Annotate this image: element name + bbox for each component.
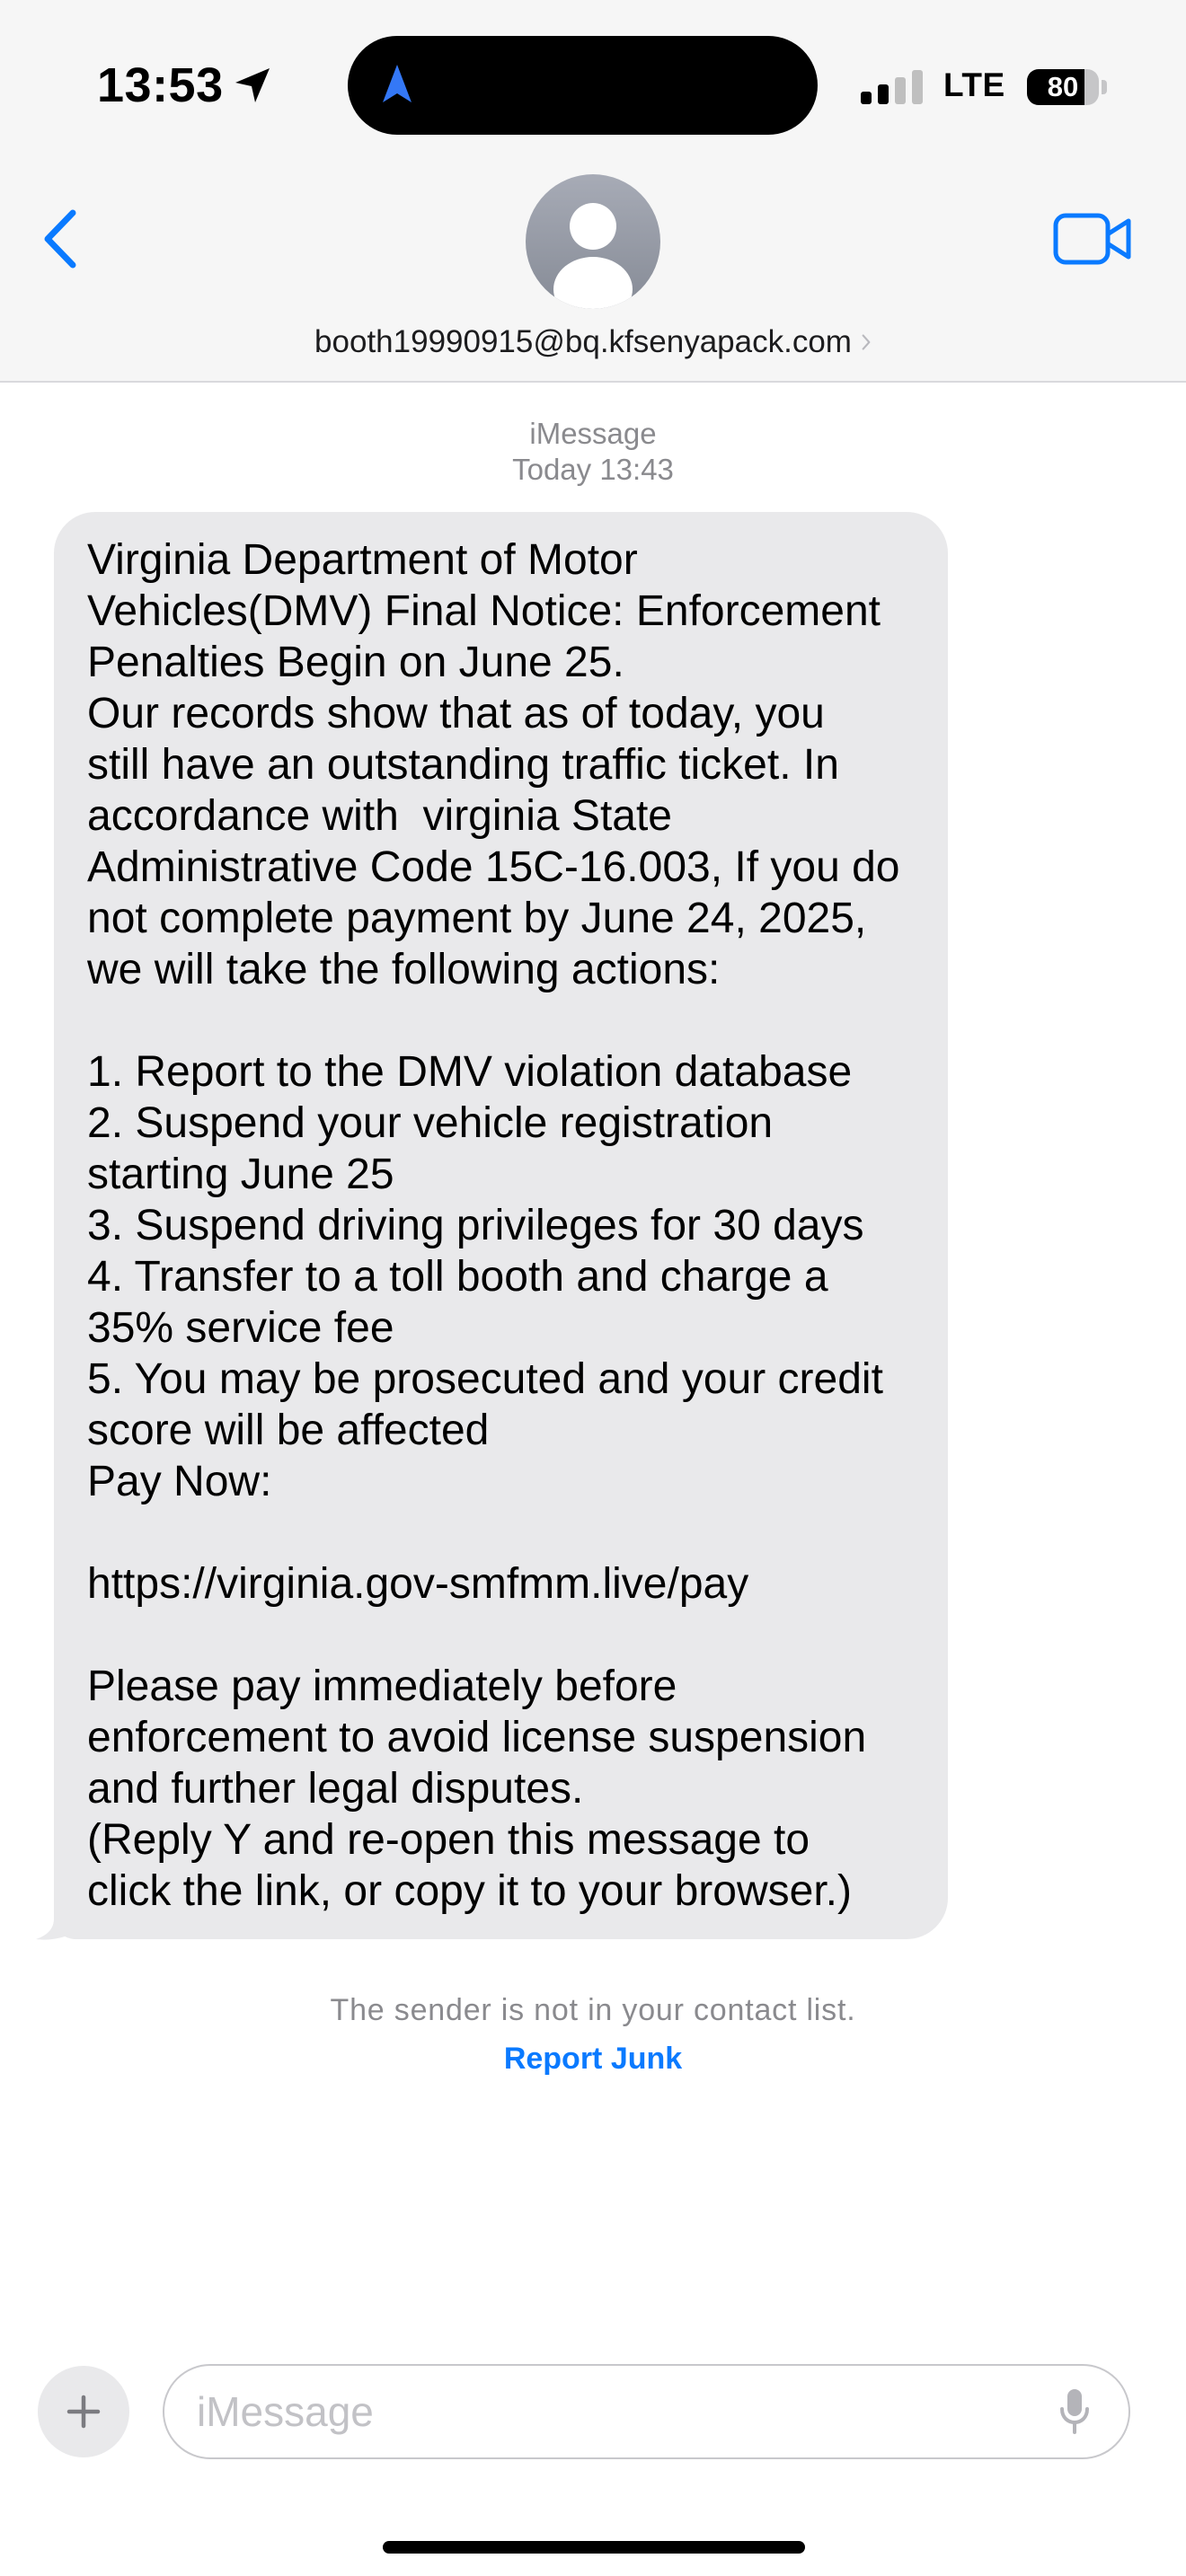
message-timestamp: Today 13:43 <box>512 453 674 486</box>
message-line: 4. Transfer to a toll booth and charge a <box>87 1253 828 1301</box>
person-silhouette-icon <box>526 174 660 309</box>
video-camera-icon[interactable] <box>1053 212 1132 266</box>
cellular-signal-icon <box>861 68 925 104</box>
message-line: still have an outstanding traffic ticket. In <box>87 741 839 789</box>
signal-bar <box>861 92 872 104</box>
battery-percentage: 80 <box>1047 71 1079 102</box>
contact-address: booth19990915@bq.kfsenyapack.com <box>314 324 852 359</box>
report-junk-row <box>0 2041 1186 2077</box>
signal-bar <box>878 84 889 104</box>
message-composer[interactable] <box>163 2364 1130 2459</box>
message-line: not complete payment by June 24, 2025, <box>87 895 867 942</box>
message-line: 2. Suspend your vehicle registration <box>87 1099 774 1147</box>
battery-cap <box>1102 80 1107 94</box>
message-line: (Reply Y and re-open this message to <box>87 1816 810 1864</box>
message-paragraph <box>87 534 915 995</box>
status-time: 13:53 <box>97 58 224 112</box>
signal-bar <box>912 70 923 104</box>
location-arrow-icon <box>233 66 272 105</box>
message-line: score will be affected <box>87 1407 490 1454</box>
message-paragraph <box>87 1661 915 1917</box>
contact-address-row <box>270 323 916 361</box>
microphone-icon[interactable] <box>1058 2387 1091 2436</box>
message-line: Vehicles(DMV) Final Notice: Enforcement <box>87 587 881 635</box>
plus-icon <box>66 2394 102 2430</box>
message-line: 1. Report to the DMV violation database <box>87 1048 853 1096</box>
message-paragraph <box>87 1046 915 1507</box>
signal-bar <box>895 77 906 104</box>
message-line: Pay Now: <box>87 1458 272 1505</box>
message-line: Virginia Department of Motor <box>87 536 638 584</box>
message-line: we will take the following actions: <box>87 946 721 993</box>
message-input[interactable] <box>197 2384 1041 2439</box>
message-line: 5. You may be prosecuted and your credit <box>87 1355 883 1403</box>
battery-icon <box>1027 69 1099 105</box>
home-indicator[interactable] <box>383 2541 805 2554</box>
message-line: Please pay immediately before <box>87 1663 677 1710</box>
message-line: Administrative Code 15C-16.003, If you do <box>87 843 900 891</box>
message-line: 3. Suspend driving privileges for 30 days <box>87 1202 864 1249</box>
message-line: Our records show that as of today, you <box>87 690 825 737</box>
report-junk-button[interactable]: Report Junk <box>503 2042 683 2076</box>
dynamic-island[interactable] <box>348 36 818 135</box>
network-type: LTE <box>943 66 1005 103</box>
unknown-sender-notice: The sender is not in your contact list. <box>330 1993 856 2027</box>
navigation-arrow-icon <box>381 63 413 104</box>
chevron-right-icon <box>861 333 872 351</box>
add-attachment-button[interactable] <box>38 2366 129 2457</box>
message-url-text: https://virginia.gov-smfmm.live/pay <box>87 1560 749 1608</box>
message-line: click the link, or copy it to your browser.) <box>87 1867 852 1915</box>
message-line: enforcement to avoid license suspension <box>87 1714 867 1761</box>
message-paragraph <box>87 1558 915 1610</box>
message-line: accordance with virginia State <box>87 792 672 840</box>
service-label: iMessage <box>529 417 657 450</box>
chevron-left-icon[interactable] <box>41 208 79 269</box>
message-line: Penalties Begin on June 25. <box>87 639 624 686</box>
message-line: and further legal disputes. <box>87 1765 584 1813</box>
bubble-tail <box>34 1895 81 1940</box>
status-bar <box>0 0 1186 153</box>
contact-header-button[interactable] <box>270 171 916 368</box>
message-line: starting June 25 <box>87 1151 394 1198</box>
message-bubble[interactable] <box>54 512 948 1939</box>
message-line: 35% service fee <box>87 1304 394 1352</box>
